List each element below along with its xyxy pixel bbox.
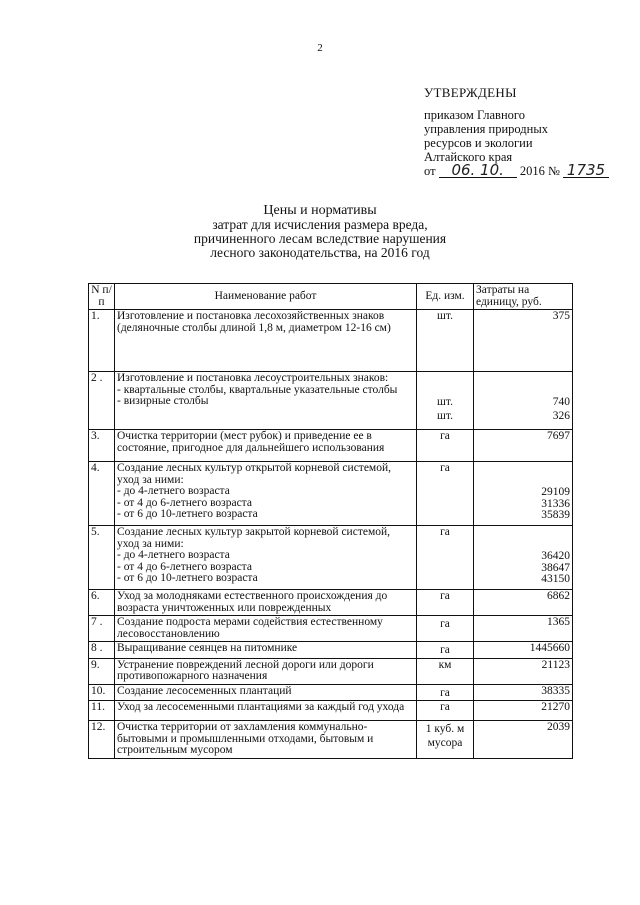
cost-value: 29109 xyxy=(541,486,570,498)
document-title xyxy=(0,204,640,260)
table-row xyxy=(89,721,573,759)
work-name xyxy=(115,701,417,721)
approval-title: УТВЕРЖДЕНЫ xyxy=(424,85,517,100)
unit-value: га xyxy=(440,590,450,602)
row-number: 5. xyxy=(89,526,115,590)
unit xyxy=(417,658,474,684)
unit-value: шт. xyxy=(437,310,453,322)
cost-value: 6862 xyxy=(547,590,570,602)
cost-value: 740 xyxy=(552,396,570,408)
row-number: 4. xyxy=(89,462,115,526)
work-name xyxy=(115,372,417,430)
row-number: 1. xyxy=(89,310,115,372)
work-name-line: Создание подроста мерами содействия естественному лесовосстановлению xyxy=(117,616,383,640)
unit-value: шт. xyxy=(437,409,453,422)
approval-line: Алтайского края xyxy=(424,150,513,164)
cost xyxy=(474,658,573,684)
work-name xyxy=(115,462,417,526)
cost xyxy=(474,701,573,721)
unit xyxy=(417,642,474,659)
row-number: 7 . xyxy=(89,616,115,642)
header-cost: Затраты на единицу, руб. xyxy=(474,284,573,310)
row-number: 3. xyxy=(89,430,115,462)
unit xyxy=(417,372,474,430)
work-name-line: Очистка территории от захламления коммунально-бытовыми и промышленными отходами, бытовым и строительным мусором xyxy=(117,721,374,756)
unit xyxy=(417,616,474,642)
cost xyxy=(474,590,573,616)
work-name-line: - до 4-летнего возраста xyxy=(117,549,230,561)
table-row xyxy=(89,642,573,659)
unit xyxy=(417,462,474,526)
work-name xyxy=(115,616,417,642)
unit xyxy=(417,590,474,616)
work-name xyxy=(115,526,417,590)
cost xyxy=(474,372,573,430)
table-row xyxy=(89,590,573,616)
work-name-line: - от 4 до 6-летнего возраста xyxy=(117,560,252,573)
work-name-line: Изготовление и постановка лесохозяйственных знаков (деляночные столбы длиной 1,8 м, диаметром 12-16 см) xyxy=(117,310,391,334)
title-line: Цены и нормативы xyxy=(263,203,377,218)
unit xyxy=(417,430,474,462)
work-name-line: - от 6 до 10-летнего возраста xyxy=(117,572,258,584)
approval-line: управления природных xyxy=(424,122,548,136)
row-number: 8 . xyxy=(89,642,115,659)
table-row xyxy=(89,684,573,701)
unit-value: га xyxy=(440,462,450,474)
row-number: 9. xyxy=(89,658,115,684)
work-name xyxy=(115,684,417,701)
unit xyxy=(417,526,474,590)
approval-line: приказом Главного xyxy=(424,108,525,122)
work-name-line: - квартальные столбы, квартальные указательные столбы xyxy=(117,383,398,396)
work-name-line: Уход за молодняками естественного происхождения до возраста уничтоженных или поврежденных xyxy=(117,590,388,614)
approval-date-line xyxy=(424,161,609,179)
table-body xyxy=(89,310,573,759)
table-row xyxy=(89,462,573,526)
title-line: причиненного лесам вследствие нарушения xyxy=(193,231,447,246)
header-num: N п/п xyxy=(89,284,115,310)
cost xyxy=(474,430,573,462)
work-name xyxy=(115,642,417,659)
cost-value: 375 xyxy=(552,310,570,322)
cost-value: 21270 xyxy=(541,701,570,713)
row-number: 2 . xyxy=(89,372,115,430)
cost-value: 1445660 xyxy=(529,642,570,654)
table-header-row xyxy=(89,284,573,310)
unit xyxy=(417,684,474,701)
unit-value: га xyxy=(440,686,450,699)
row-number: 12. xyxy=(89,721,115,759)
unit-value: га xyxy=(440,430,450,442)
row-number: 11. xyxy=(89,701,115,721)
work-name-line: Очистка территории (мест рубок) и приведение ее в состояние, пригодное для дальнейшего использования xyxy=(117,430,385,454)
cost-value: 36420 xyxy=(541,550,570,562)
work-name-line: Выращивание сеянцев на питомнике xyxy=(117,642,298,654)
table-row xyxy=(89,430,573,462)
table-row xyxy=(89,310,573,372)
cost-value: 326 xyxy=(552,409,570,422)
work-name-line: Создание лесных культур закрытой корневой системой, уход за ними: xyxy=(117,526,391,550)
unit xyxy=(417,310,474,372)
header-unit: Ед. изм. xyxy=(417,284,474,310)
cost xyxy=(474,310,573,372)
cost-value: 31336 xyxy=(541,497,570,510)
work-name-line: Создание лесосеменных плантаций xyxy=(117,684,292,697)
unit-value: шт. xyxy=(437,396,453,408)
table-row xyxy=(89,701,573,721)
work-name-line: - от 4 до 6-летнего возраста xyxy=(117,496,252,509)
work-name xyxy=(115,310,417,372)
unit-value: км xyxy=(438,658,452,671)
cost-value: 1365 xyxy=(547,616,570,628)
cost-value: 43150 xyxy=(541,573,570,585)
row-number: 6. xyxy=(89,590,115,616)
table-row xyxy=(89,658,573,684)
cost xyxy=(474,462,573,526)
row-number: 10. xyxy=(89,684,115,701)
work-name xyxy=(115,721,417,759)
cost-value: 35839 xyxy=(541,509,570,521)
cost xyxy=(474,684,573,701)
cost xyxy=(474,616,573,642)
work-name-line: Изготовление и постановка лесоустроительных знаков: xyxy=(117,372,389,384)
table-row xyxy=(89,616,573,642)
table-row xyxy=(89,526,573,590)
header-name: Наименование работ xyxy=(115,284,417,310)
unit-value: га xyxy=(440,526,450,538)
unit xyxy=(417,701,474,721)
work-name-line: - визирные столбы xyxy=(117,395,209,407)
unit-value: га xyxy=(440,644,450,656)
approval-line: ресурсов и экологии xyxy=(424,136,533,150)
handwritten-date: 06. 10. xyxy=(439,164,517,178)
work-name xyxy=(115,658,417,684)
prices-table xyxy=(88,283,573,759)
table-row xyxy=(89,372,573,430)
cost-value: 38647 xyxy=(541,561,570,574)
unit-value: 1 куб. м мусора xyxy=(425,723,465,749)
date-year: 2016 № xyxy=(519,164,560,178)
work-name xyxy=(115,430,417,462)
cost-value: 21123 xyxy=(541,658,570,671)
cost xyxy=(474,721,573,759)
work-name-line: - до 4-летнего возраста xyxy=(117,485,230,497)
cost-value: 7697 xyxy=(547,430,570,442)
cost xyxy=(474,642,573,659)
cost-value: 38335 xyxy=(541,684,570,697)
date-prefix: от xyxy=(424,164,436,178)
approval-block xyxy=(424,86,609,178)
work-name-line: Устранение повреждений лесной дороги или дороги противопожарного назначения xyxy=(117,658,374,682)
work-name xyxy=(115,590,417,616)
unit-value: га xyxy=(440,618,450,630)
unit-value: га xyxy=(440,701,450,713)
cost-value: 2039 xyxy=(547,721,570,733)
handwritten-order-number: 1735 xyxy=(563,164,609,178)
title-line: лесного законодательства, на 2016 год xyxy=(210,245,430,260)
title-line: затрат для исчисления размера вреда, xyxy=(212,217,428,232)
work-name-line: Уход за лесосеменными плантациями за каждый год ухода xyxy=(117,701,405,713)
work-name-line: - от 6 до 10-летнего возраста xyxy=(117,508,258,520)
page-number: 2 xyxy=(317,42,323,54)
unit xyxy=(417,721,474,759)
cost xyxy=(474,526,573,590)
work-name-line: Создание лесных культур открытой корневой системой, уход за ними: xyxy=(117,462,391,486)
